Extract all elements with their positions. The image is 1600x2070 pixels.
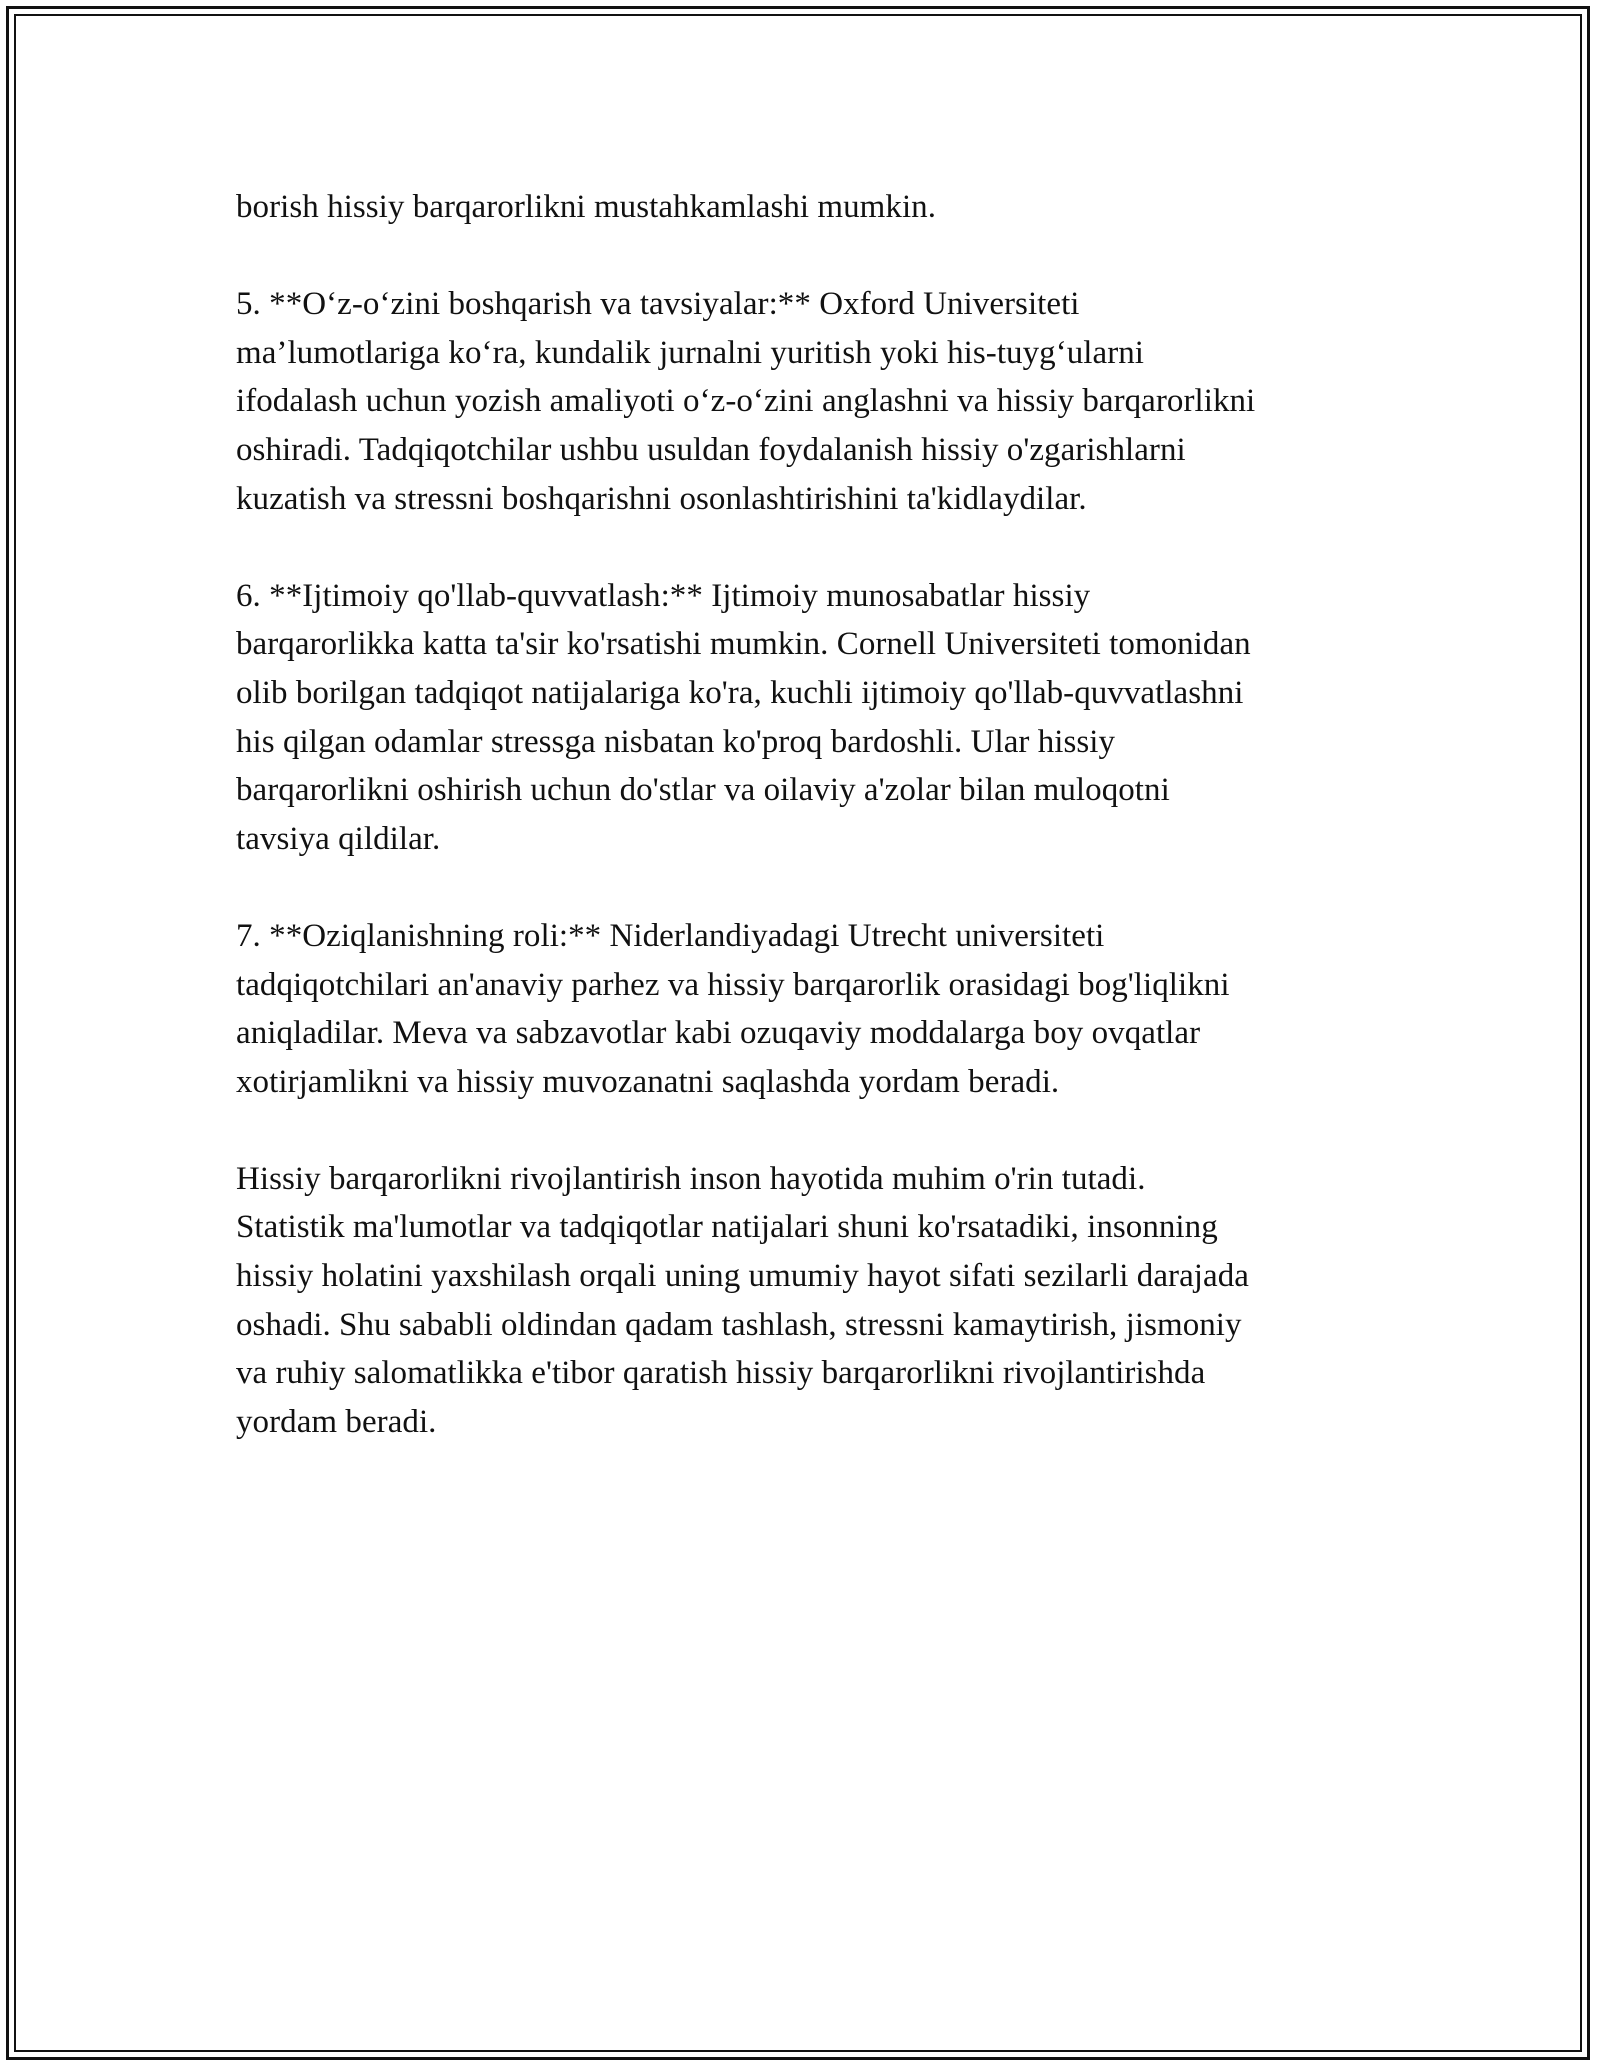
text-line: ma’lumotlariga ko‘ra, kundalik jurnalni yuritish yoki his-tuyg‘ularni (236, 334, 1145, 371)
text-line: 6. **Ijtimoiy qo'llab-quvvatlash:** Ijtimoiy munosabatlar hissiy (236, 577, 1091, 614)
text-line: olib borilgan tadqiqot natijalariga ko'ra, kuchli ijtimoiy qo'llab-quvvatlashni (236, 674, 1244, 711)
text-line: borish hissiy barqarorlikni mustahkamlashi mumkin. (236, 189, 937, 225)
paragraph-p-continuation (236, 183, 1376, 232)
text-line: Statistik ma'lumotlar va tadqiqotlar natijalari shuni ko'rsatadiki, insonning (236, 1209, 1218, 1246)
paragraph-p-conclusion (236, 1155, 1376, 1447)
text-line: oshiradi. Tadqiqotchilar ushbu usuldan foydalanish hissiy o'zgarishlarni (236, 431, 1186, 468)
text-line: 5. **O‘z-o‘zini boshqarish va tavsiyalar:** Oxford Universiteti (236, 286, 1080, 323)
text-line: 7. **Oziqlanishning roli:** Niderlandiyadagi Utrecht universiteti (236, 917, 1105, 954)
text-line: barqarorlikni oshirish uchun do'stlar va oilaviy a'zolar bilan muloqotni (236, 772, 1170, 809)
text-line: aniqladilar. Meva va sabzavotlar kabi ozuqaviy moddalarga boy ovqatlar (236, 1015, 1201, 1052)
text-line: yordam beradi. (236, 1403, 437, 1440)
paragraph-p-item-5 (236, 280, 1376, 523)
text-line: barqarorlikka katta ta'sir ko'rsatishi mumkin. Cornell Universiteti tomonidan (236, 626, 1251, 663)
text-line: tavsiya qildilar. (236, 820, 441, 857)
document-body (236, 183, 1376, 1495)
paragraph-p-item-6 (236, 572, 1376, 864)
text-line: Hissiy barqarorlikni rivojlantirish inson hayotida muhim o'rin tutadi. (236, 1160, 1146, 1197)
paragraph-p-item-7 (236, 912, 1376, 1106)
text-line: kuzatish va stressni boshqarishni osonlashtirishini ta'kidlaydilar. (236, 480, 1087, 517)
text-line: tadqiqotchilari an'anaviy parhez va hissiy barqarorlik orasidagi bog'liqlikni (236, 966, 1230, 1003)
text-line: his qilgan odamlar stressga nisbatan ko'proq bardoshli. Ular hissiy (236, 723, 1116, 760)
text-line: va ruhiy salomatlikka e'tibor qaratish hissiy barqarorlikni rivojlantirishda (236, 1355, 1206, 1392)
text-line: oshadi. Shu sababli oldindan qadam tashlash, stressni kamaytirish, jismoniy (236, 1306, 1242, 1343)
text-line: xotirjamlikni va hissiy muvozanatni saqlashda yordam beradi. (236, 1063, 1060, 1100)
text-line: hissiy holatini yaxshilash orqali uning umumiy hayot sifati sezilarli darajada (236, 1258, 1249, 1295)
text-line: ifodalash uchun yozish amaliyoti o‘z-o‘zini anglashni va hissiy barqarorlikni (236, 383, 1256, 420)
